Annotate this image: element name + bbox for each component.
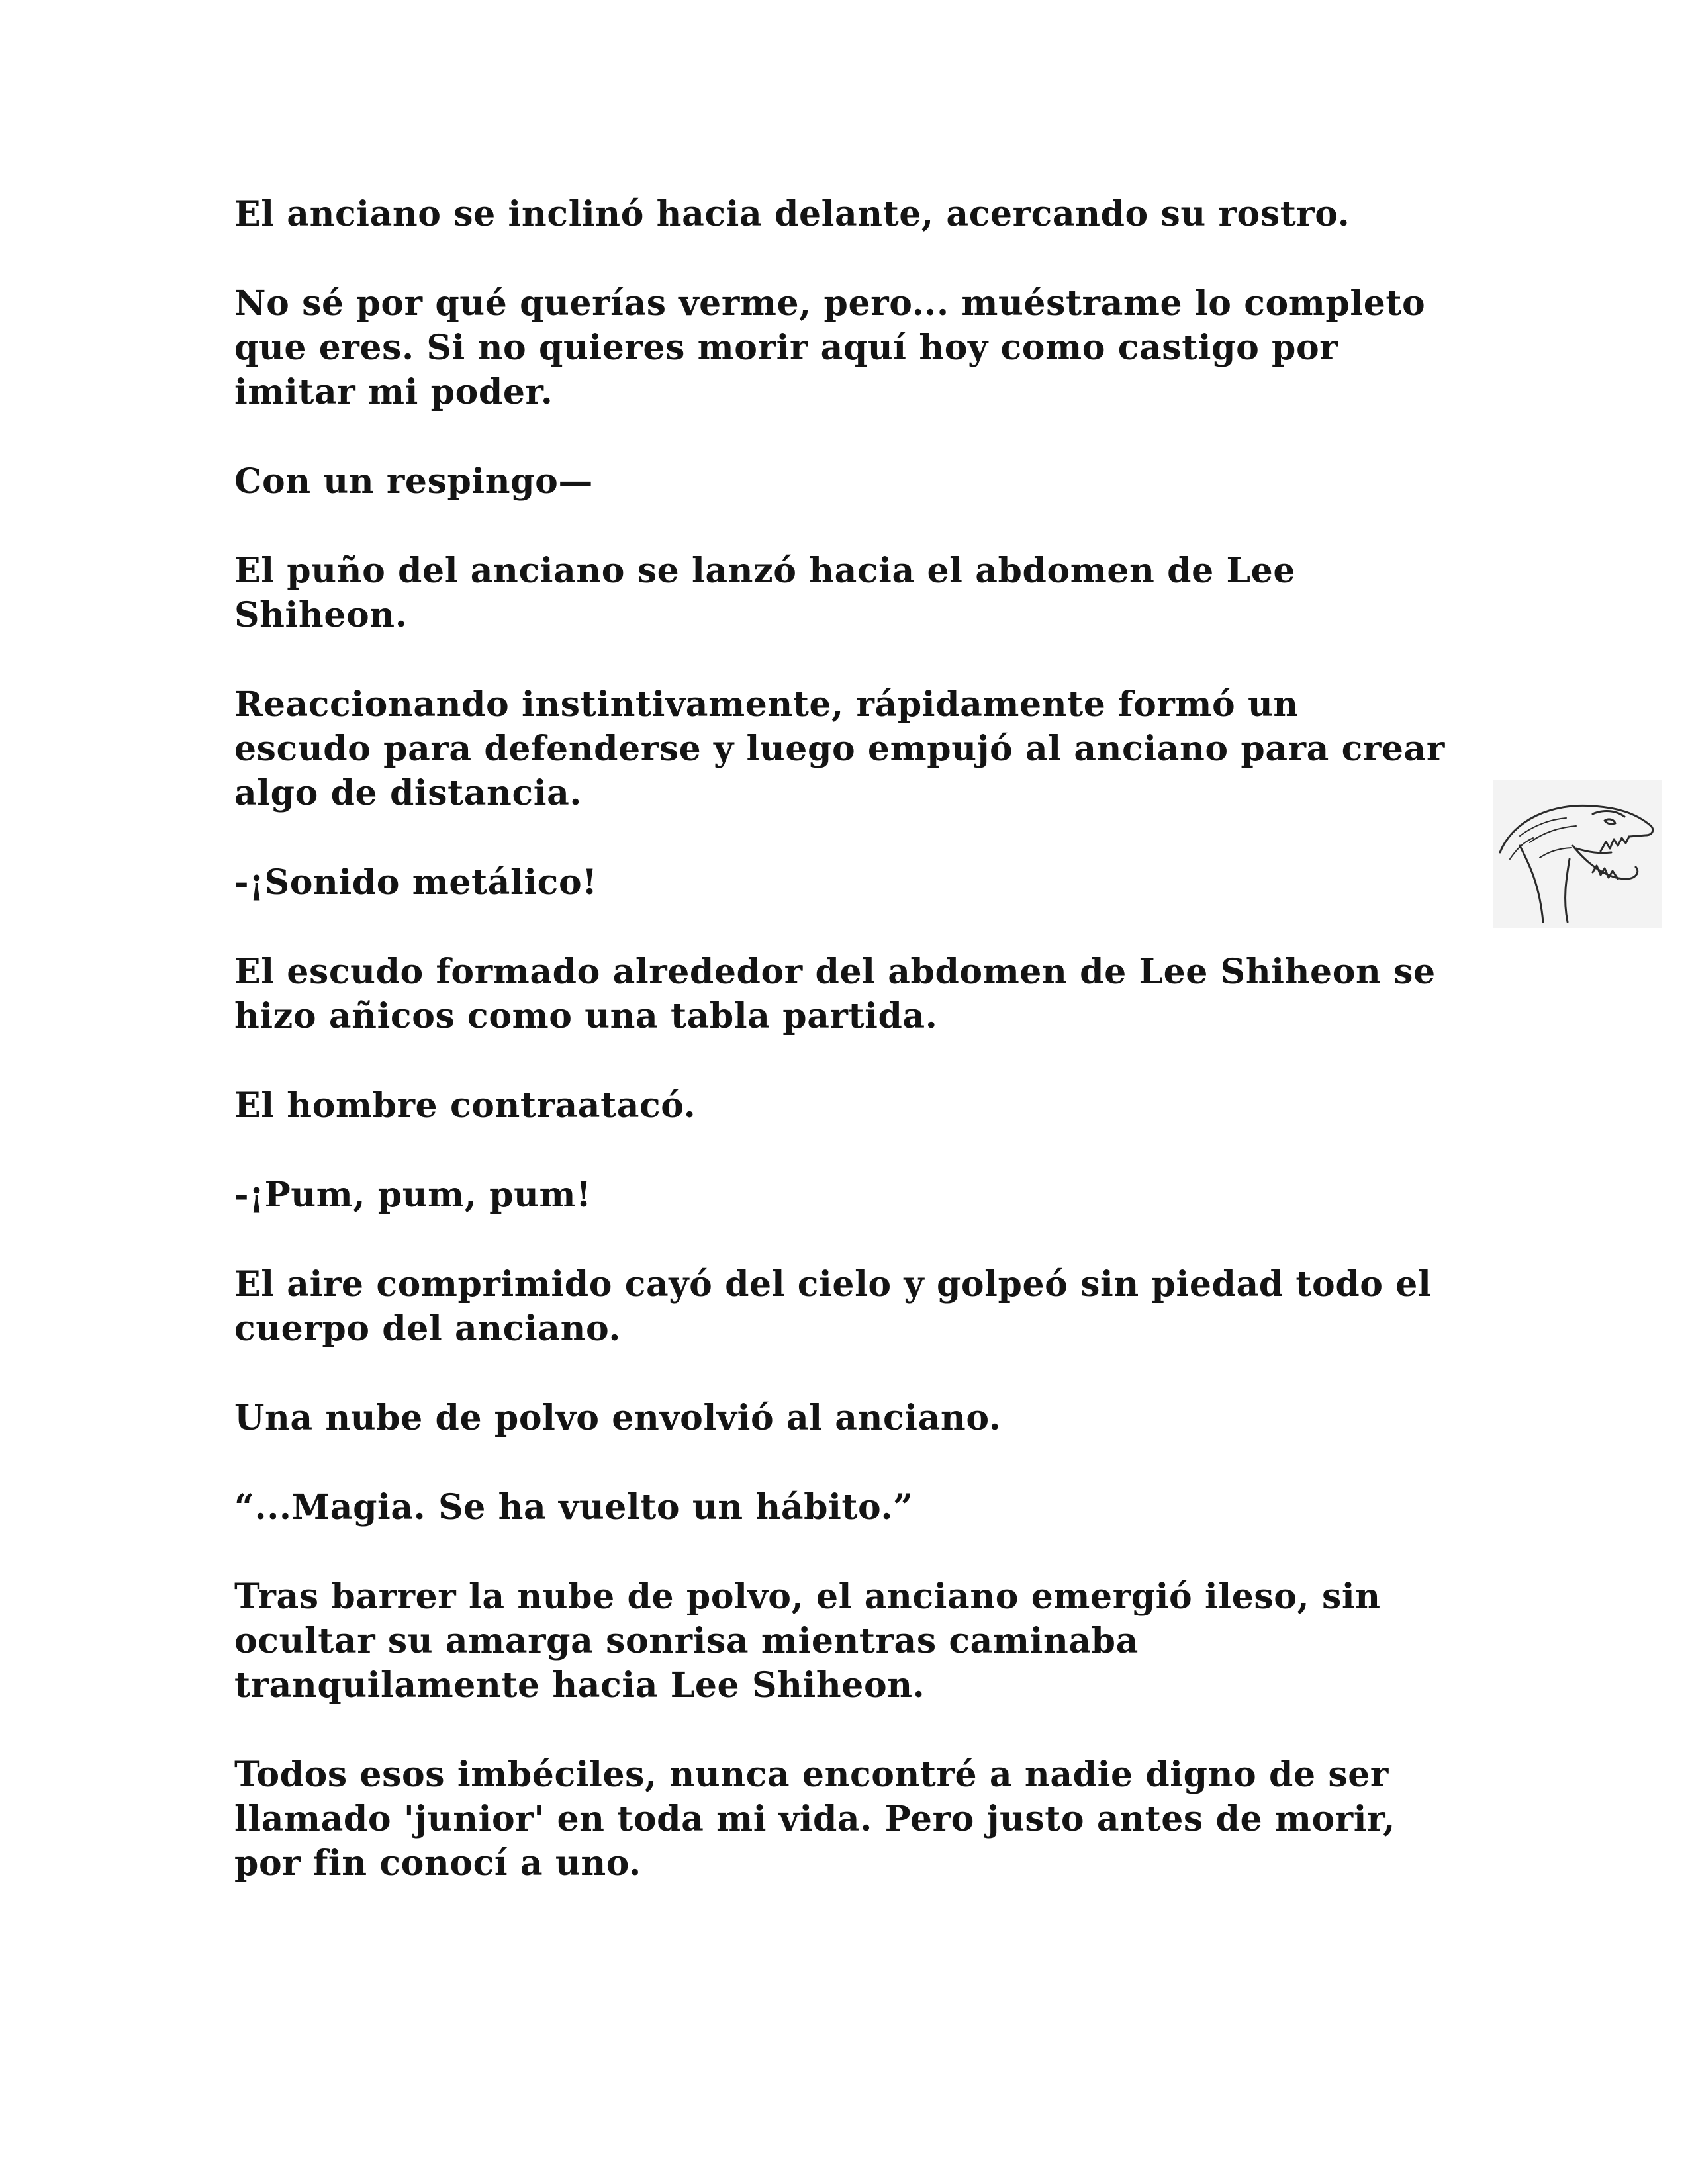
paragraph-1: El anciano se inclinó hacia delante, acercando su rostro. [234, 194, 1350, 234]
paragraph-2: No sé por qué querías verme, pero... muéstrame lo completo que eres. Si no quieres morir aquí hoy como castigo por imitar mi poder. [234, 283, 1426, 412]
paragraph-9: -¡Pum, pum, pum! [234, 1175, 592, 1215]
paragraph-12: “...Magia. Se ha vuelto un hábito.” [234, 1487, 914, 1527]
paragraph-11: Una nube de polvo envolvió al anciano. [234, 1398, 1002, 1438]
paragraph-13: Tras barrer la nube de polvo, el anciano emergió ileso, sin ocultar su amarga sonrisa mientras caminaba tranquilamente hacia Lee Shiheon. [234, 1576, 1381, 1706]
dinosaur-head-sketch-icon [1493, 780, 1662, 928]
paragraph-7: El escudo formado alrededor del abdomen de Lee Shiheon se hizo añicos como una tabla partida. [234, 952, 1436, 1036]
paragraph-4: El puño del anciano se lanzó hacia el abdomen de Lee Shiheon. [234, 551, 1296, 635]
paragraph-8: El hombre contraatacó. [234, 1085, 696, 1126]
paragraph-5: Reaccionando instintivamente, rápidamente formó un escudo para defenderse y luego empujó al anciano para crear algo de distancia. [234, 684, 1445, 813]
paragraph-6: -¡Sonido metálico! [234, 862, 598, 903]
paragraph-14: Todos esos imbéciles, nunca encontré a nadie digno de ser llamado 'junior' en toda mi vida. Pero justo antes de morir, por fin conocí a uno. [234, 1754, 1396, 1884]
paragraph-10: El aire comprimido cayó del cielo y golpeó sin piedad todo el cuerpo del anciano. [234, 1264, 1432, 1349]
paragraph-3: Con un respingo— [234, 461, 594, 502]
text-column [234, 192, 1459, 1886]
